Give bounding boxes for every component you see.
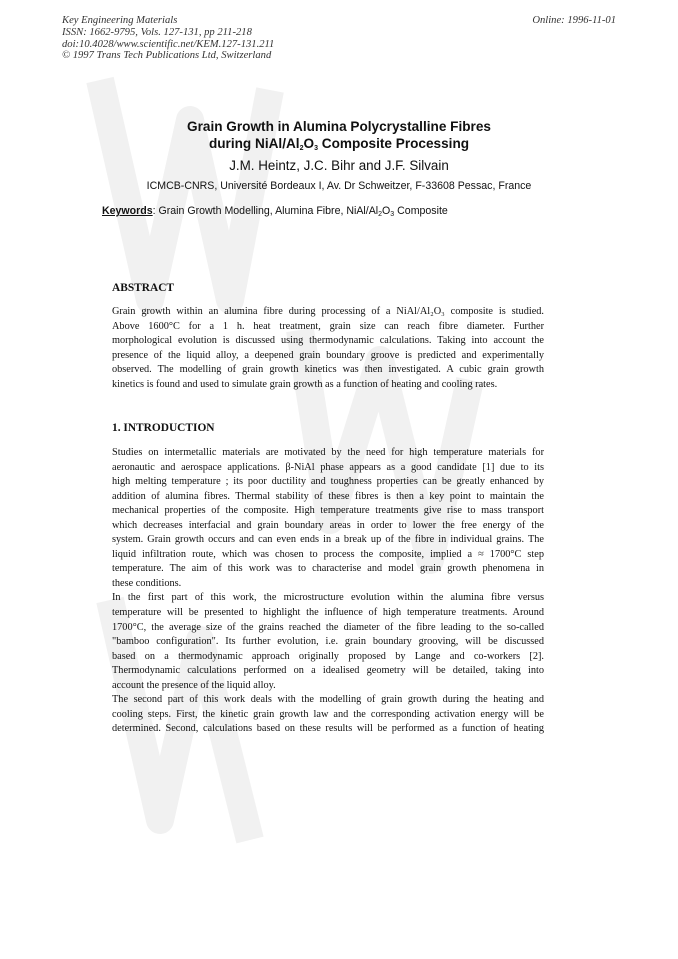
introduction-line: Studies on intermetallic materials are motivated by the need for high temperature materials for xyxy=(112,447,544,458)
introduction-line: aeronautic and aerospace applications. β-NiAl phase appears as a good candidate [1] due to its xyxy=(112,461,544,473)
abstract-line: morphological evolution is discussed using thermodynamic calculations. Taking into account the xyxy=(112,335,544,347)
introduction-line: addition of alumina fibres. Thermal stability of these fibres is then a key point to maintain the xyxy=(112,490,544,502)
journal-name: Key Engineering Materials xyxy=(62,15,178,26)
online-date: Online: 1996-11-01 xyxy=(532,15,616,26)
introduction-line: In the first part of this work, the microstructure evolution within the alumina fibre versus xyxy=(112,592,544,604)
journal-header xyxy=(62,15,274,62)
abstract-line: observed. The modelling of grain growth kinetics was then investigated. A cubic grain growth xyxy=(112,364,544,376)
introduction-line: temperature. The aim of this work was to characterise and model grain growth phenomena in xyxy=(112,563,544,575)
introduction-line: temperature will be presented to highlight the influence of high temperature treatments. Around xyxy=(112,607,544,619)
introduction-line: "bamboo configuration". Its further evolution, i.e. grain boundary grooving, will be discussed xyxy=(112,636,544,648)
abstract-line: Above 1600°C for a 1 h. heat treatment, grain size can reach fibre diameter. Further xyxy=(112,320,544,332)
authors: J.M. Heintz, J.C. Bihr and J.F. Silvain xyxy=(229,158,449,173)
introduction-line: based on a thermodynamic approach originally proposed by Lange and co-workers [2]. xyxy=(112,650,544,662)
introduction-line: determined. Second, calculations based on these results will be performed as a function of heating xyxy=(112,723,544,735)
introduction-line: account the presence of the liquid alloy. xyxy=(112,679,276,691)
introduction-line: 1700°C, the average size of the grains reached the diameter of the fibre leading to the so-called xyxy=(112,621,544,633)
introduction-line: these conditions. xyxy=(112,577,182,589)
introduction-heading: 1. INTRODUCTION xyxy=(112,422,215,434)
introduction-line: which decreases interfacial and grain boundary areas in order to lower the free energy of the xyxy=(112,519,544,531)
doi-line[interactable]: doi:10.4028/www.scientific.net/KEM.127-131.211 xyxy=(62,38,275,50)
issn-line: ISSN: 1662-9795, Vols. 127-131, pp 211-218 xyxy=(62,26,252,38)
copyright-line: © 1997 Trans Tech Publications Ltd, Switzerland xyxy=(62,50,272,62)
abstract-line: presence of the liquid alloy, a deepened grain boundary groove is predicted and experimentally xyxy=(112,349,544,361)
introduction-line: liquid infiltration route, which was chosen to process the composite, implied a ≈ 1700°C step xyxy=(112,548,544,560)
introduction-line: The second part of this work deals with the modelling of grain growth during the heating and xyxy=(112,694,544,706)
abstract-line: Grain growth within an alumina fibre during processing of a NiAl/Al₂O₃ composite is studied. xyxy=(112,306,544,317)
introduction-line: Thermodynamic calculations performed on a idealised geometry will be detailed, taking into xyxy=(112,665,544,677)
introduction-line: mechanical properties of the composite. High temperature treatments give rise to mass transport xyxy=(112,505,544,517)
keywords: Keywords: Grain Growth Modelling, Alumina Fibre, NiAl/$Al_2O_3$ Composite xyxy=(102,205,448,218)
abstract-body xyxy=(112,305,544,392)
abstract-line: kinetics is found and used to simulate grain growth as a function of heating and cooling rates. xyxy=(112,378,498,390)
paper-title xyxy=(0,118,678,152)
affiliation: ICMCB-CNRS, Université Bordeaux I, Av. Dr Schweitzer, F-33608 Pessac, France xyxy=(146,180,532,192)
introduction-line: system. Grain growth occurs and can even ends in a break up of the fibre in individual grains. The xyxy=(112,534,544,546)
introduction-body xyxy=(112,446,544,737)
abstract-heading: ABSTRACT xyxy=(112,282,175,294)
introduction-line: cooling steps. First, the kinetic grain growth law and the corresponding activation energy will be xyxy=(112,708,544,720)
title-line-2: during NiAl/$Al_2O_3$ Composite Processing xyxy=(208,136,470,152)
introduction-line: high melting temperature ; its poor ductility and toughness properties can be greatly enhanced by xyxy=(112,476,544,488)
title-line-1: Grain Growth in Alumina Polycrystalline Fibres xyxy=(187,119,491,134)
keywords-label: Keywords xyxy=(102,205,153,217)
